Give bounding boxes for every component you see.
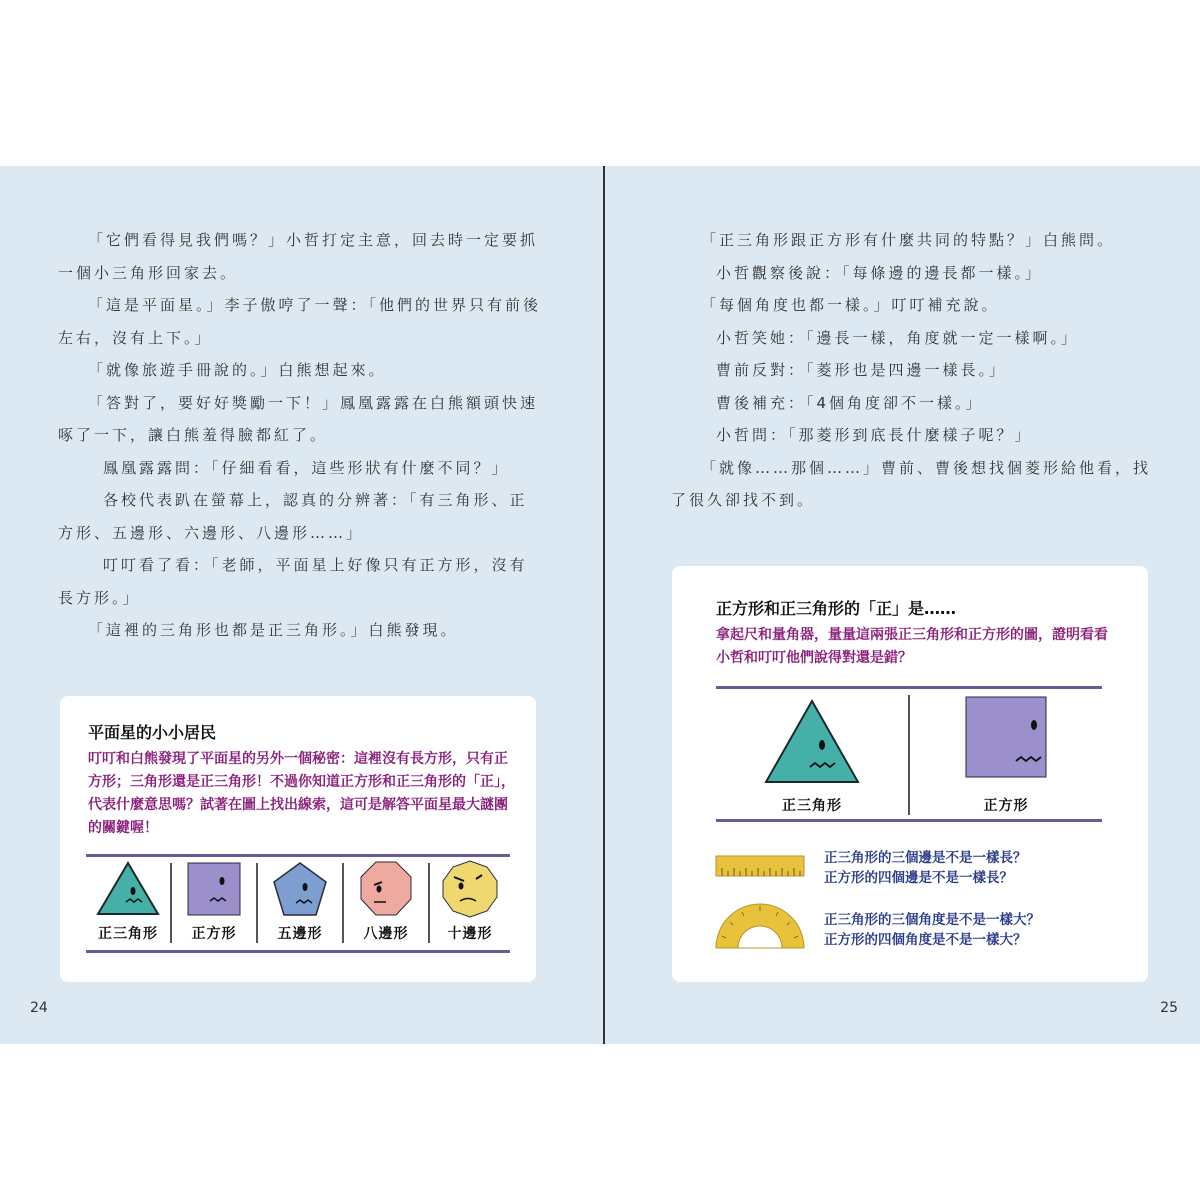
shape-label: 八邊形 <box>363 926 409 942</box>
decagon-creature-icon <box>430 857 510 921</box>
box-description: 叮叮和白熊發現了平面星的另外一個秘密：這裡沒有長方形，只有正方形；三角形還是正三角形！不過你知道正方形和正三角形的「正」，代表什麼意思嗎？試著在圖上找出線索，這可是解答平面星最大謎團的關鍵喔！ <box>88 751 515 836</box>
question-angles <box>824 910 1040 950</box>
paragraph: 「就像……那個……」曹前、曹後想找個菱形給他看，找了很久卻找不到。 <box>671 458 1152 509</box>
question-line: 正方形的四個邊是不是一樣長？ <box>824 870 1013 886</box>
activity-box-residents <box>60 696 536 982</box>
right-page-text <box>671 224 1155 517</box>
triangle-creature-icon <box>716 689 908 789</box>
shape-cell <box>716 689 908 819</box>
box-title: 正方形和正三角形的「正」是…… <box>716 599 957 618</box>
shape-cell <box>430 857 510 950</box>
book-spread <box>0 166 1200 1044</box>
page-number: 24 <box>30 1000 48 1016</box>
paragraph: 各校代表趴在螢幕上，認真的分辨著：「有三角形、正方形、五邊形、六邊形、八邊形……」 <box>58 491 528 542</box>
left-page-text <box>58 224 542 647</box>
left-page <box>0 166 603 1044</box>
paragraph: 「這是平面星。」李子傲哼了一聲：「他們的世界只有前後左右，沒有上下。」 <box>58 296 542 347</box>
ruler-icon <box>714 854 806 878</box>
paragraph: 「它們看得見我們嗎？」小哲打定主意，回去時一定要抓一個小三角形回家去。 <box>58 231 539 282</box>
square-creature-icon <box>172 857 256 921</box>
shape-label: 五邊形 <box>277 926 323 942</box>
shape-table <box>86 854 510 953</box>
paragraph: 曹後補充：「4個角度卻不一樣。」 <box>716 393 984 412</box>
shape-table <box>716 686 1102 822</box>
activity-box-regular <box>672 566 1148 982</box>
shape-label: 正三角形 <box>782 798 842 814</box>
paragraph: 「正三角形跟正方形有什麼共同的特點？」白熊問。 <box>701 231 1116 249</box>
protractor-icon <box>714 900 806 952</box>
paragraph: 小哲問：「那菱形到底長什麼樣子呢？」 <box>716 426 1033 444</box>
shape-cell <box>172 857 256 950</box>
shape-cell <box>344 857 428 950</box>
paragraph: 小哲笑她：「邊長一樣，角度就一定一樣啊。」 <box>716 328 1080 347</box>
question-sides <box>824 848 1027 888</box>
shape-cell <box>910 689 1102 819</box>
page-number: 25 <box>1160 1000 1178 1016</box>
paragraph: 「就像旅遊手冊說的。」白熊想起來。 <box>88 361 387 379</box>
shape-label: 正方形 <box>983 798 1029 814</box>
triangle-creature-icon <box>86 857 170 921</box>
question-line: 正三角形的三個邊是不是一樣長？ <box>824 850 1027 866</box>
paragraph: 「這裡的三角形也都是正三角形。」白熊發現。 <box>88 621 459 639</box>
question-line: 正方形的四個角度是不是一樣大？ <box>824 932 1027 948</box>
box-title: 平面星的小小居民 <box>88 723 217 742</box>
shape-label: 正三角形 <box>98 926 158 942</box>
paragraph: 「每個角度也都一樣。」叮叮補充說。 <box>701 296 1000 314</box>
question-line: 正三角形的三個角度是不是一樣大？ <box>824 912 1040 928</box>
octagon-creature-icon <box>344 857 428 921</box>
shape-label: 十邊形 <box>447 926 493 942</box>
box-description: 拿起尺和量角器，量量這兩張正三角形和正方形的圖，證明看看小哲和叮叮他們說得對還是錯？ <box>716 627 1108 666</box>
paragraph: 小哲觀察後說：「每條邊的邊長都一樣。」 <box>716 263 1044 282</box>
right-page <box>605 166 1200 1044</box>
square-creature-icon <box>910 689 1102 789</box>
paragraph: 曹前反對：「菱形也是四邊一樣長。」 <box>716 361 1008 379</box>
paragraph: 叮叮看了看：「老師，平面星上好像只有正方形，沒有長方形。」 <box>58 556 528 607</box>
shape-label: 正方形 <box>191 926 237 942</box>
pentagon-creature-icon <box>258 857 342 921</box>
shape-cell <box>86 857 170 950</box>
shape-cell <box>258 857 342 950</box>
paragraph: 「答對了，要好好獎勵一下！」鳳凰露露在白熊額頭快速啄了一下，讓白熊羞得臉都紅了。 <box>58 393 539 444</box>
paragraph: 鳳凰露露問：「仔細看看，這些形狀有什麼不同？」 <box>103 458 510 477</box>
